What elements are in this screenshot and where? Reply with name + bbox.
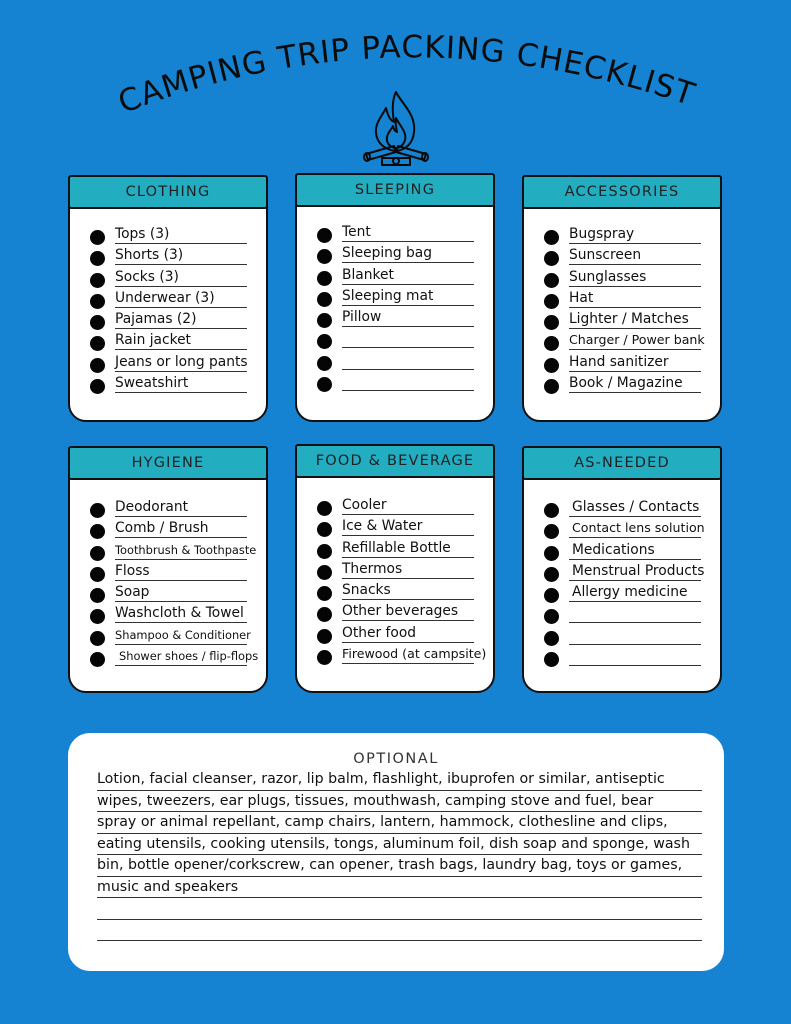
bullet-dot — [90, 652, 105, 667]
bullet-dot — [90, 546, 105, 561]
bullet-dot — [317, 586, 332, 601]
checklist-item[interactable]: Jeans or long pants — [70, 353, 266, 374]
checklist-item[interactable]: Book / Magazine — [524, 374, 720, 395]
checklist-item[interactable]: Sunglasses — [524, 268, 720, 289]
checklist-item[interactable]: Sweatshirt — [70, 374, 266, 395]
bullet-dot — [544, 251, 559, 266]
card-sleeping — [295, 173, 495, 422]
bullet-dot — [317, 629, 332, 644]
checklist-item[interactable]: Bugspray — [524, 225, 720, 246]
checklist-item[interactable]: Snacks — [297, 581, 493, 602]
checklist-item[interactable]: Pajamas (2) — [70, 310, 266, 331]
bullet-dot — [90, 251, 105, 266]
bullet-dot — [317, 650, 332, 665]
checklist-item[interactable]: Ice & Water — [297, 517, 493, 538]
page-title-text: CAMPING TRIP PACKING CHECKLIST — [113, 29, 700, 121]
bullet-dot — [90, 230, 105, 245]
checklist-item[interactable]: Underwear (3) — [70, 289, 266, 310]
bullet-dot — [544, 503, 559, 518]
bullet-dot — [544, 652, 559, 667]
checklist-item[interactable] — [297, 372, 493, 393]
checklist-item[interactable]: Socks (3) — [70, 268, 266, 289]
bullet-dot — [317, 356, 332, 371]
checklist-item[interactable]: Medications — [524, 541, 720, 562]
checklist-item[interactable]: Toothbrush & Toothpaste — [70, 541, 266, 562]
checklist-item[interactable]: Allergy medicine — [524, 583, 720, 604]
bullet-dot — [90, 503, 105, 518]
section-header-food-beverage: FOOD & BEVERAGE — [295, 444, 495, 478]
checklist-item[interactable]: Cooler — [297, 496, 493, 517]
checklist-item[interactable]: Comb / Brush — [70, 519, 266, 540]
bullet-dot — [317, 313, 332, 328]
optional-line[interactable] — [97, 898, 702, 920]
section-header-hygiene: HYGIENE — [68, 446, 268, 480]
bullet-dot — [317, 377, 332, 392]
checklist-item[interactable]: Deodorant — [70, 498, 266, 519]
checklist-item[interactable]: Blanket — [297, 266, 493, 287]
bullet-dot — [317, 228, 332, 243]
bullet-dot — [544, 336, 559, 351]
checklist-item[interactable]: Floss — [70, 562, 266, 583]
checklist-item[interactable]: Sunscreen — [524, 246, 720, 267]
checklist-item[interactable]: Other food — [297, 624, 493, 645]
card-food-beverage — [295, 444, 495, 693]
bullet-dot — [317, 334, 332, 349]
bullet-dot — [544, 315, 559, 330]
bullet-dot — [544, 358, 559, 373]
checklist-item[interactable]: Shower shoes / flip-flops — [70, 647, 266, 668]
bullet-dot — [317, 522, 332, 537]
checklist-item[interactable]: Tent — [297, 223, 493, 244]
bullet-dot — [90, 336, 105, 351]
section-header-clothing: CLOTHING — [68, 175, 268, 209]
bullet-dot — [90, 294, 105, 309]
bullet-dot — [544, 294, 559, 309]
card-hygiene — [68, 446, 268, 693]
bullet-dot — [90, 631, 105, 646]
bullet-dot — [90, 358, 105, 373]
bullet-dot — [544, 524, 559, 539]
optional-line: eating utensils, cooking utensils, tongs, aluminum foil, dish soap and sponge, wash — [97, 834, 702, 856]
checklist-item[interactable]: Washcloth & Towel — [70, 604, 266, 625]
bullet-dot — [317, 607, 332, 622]
checklist-item[interactable] — [524, 604, 720, 625]
checklist-item[interactable]: Firewood (at campsite) — [297, 645, 493, 666]
checklist-item[interactable]: Shampoo & Conditioner — [70, 626, 266, 647]
bullet-dot — [317, 249, 332, 264]
checklist-item[interactable]: Refillable Bottle — [297, 539, 493, 560]
optional-line: spray or animal repellant, camp chairs, lantern, hammock, clothesline and clips, — [97, 812, 702, 834]
campfire-icon — [358, 88, 434, 168]
bullet-dot — [544, 546, 559, 561]
optional-line: bin, bottle opener/corkscrew, can opener, trash bags, laundry bag, toys or games, — [97, 855, 702, 877]
checklist-item[interactable]: Sleeping bag — [297, 244, 493, 265]
optional-line[interactable] — [97, 920, 702, 942]
checklist-item[interactable]: Hat — [524, 289, 720, 310]
checklist-item[interactable] — [297, 329, 493, 350]
bullet-dot — [90, 524, 105, 539]
bullet-dot — [317, 544, 332, 559]
checklist-item[interactable]: Hand sanitizer — [524, 353, 720, 374]
checklist-item[interactable]: Other beverages — [297, 602, 493, 623]
bullet-dot — [544, 379, 559, 394]
checklist-item[interactable]: Rain jacket — [70, 331, 266, 352]
bullet-dot — [317, 501, 332, 516]
checklist-item[interactable] — [297, 351, 493, 372]
checklist-item[interactable] — [524, 626, 720, 647]
bullet-dot — [544, 609, 559, 624]
checklist-item[interactable]: Shorts (3) — [70, 246, 266, 267]
bullet-dot — [317, 565, 332, 580]
optional-line: wipes, tweezers, ear plugs, tissues, mouthwash, camping stove and fuel, bear — [97, 791, 702, 813]
section-header-as-needed: AS-NEEDED — [522, 446, 722, 480]
optional-panel — [68, 733, 724, 971]
checklist-item[interactable]: Glasses / Contacts — [524, 498, 720, 519]
bullet-dot — [90, 273, 105, 288]
optional-line: music and speakers — [97, 877, 702, 899]
checklist-item[interactable]: Sleeping mat — [297, 287, 493, 308]
optional-title: OPTIONAL — [353, 751, 439, 767]
checklist-item[interactable]: Thermos — [297, 560, 493, 581]
checklist-item[interactable]: Soap — [70, 583, 266, 604]
checklist-item[interactable]: Lighter / Matches — [524, 310, 720, 331]
checklist-item[interactable]: Menstrual Products — [524, 562, 720, 583]
card-clothing — [68, 175, 268, 422]
bullet-dot — [544, 631, 559, 646]
bullet-dot — [317, 271, 332, 286]
optional-line: Lotion, facial cleanser, razor, lip balm, flashlight, ibuprofen or similar, antiseptic — [97, 769, 702, 791]
checklist-item[interactable]: Pillow — [297, 308, 493, 329]
checklist-item[interactable]: Charger / Power bank — [524, 331, 720, 352]
bullet-dot — [544, 567, 559, 582]
card-accessories — [522, 175, 722, 422]
bullet-dot — [90, 588, 105, 603]
card-as-needed — [522, 446, 722, 693]
checklist-item[interactable] — [524, 647, 720, 668]
bullet-dot — [317, 292, 332, 307]
bullet-dot — [90, 609, 105, 624]
bullet-dot — [544, 273, 559, 288]
checklist-item[interactable]: Contact lens solution — [524, 519, 720, 540]
bullet-dot — [90, 315, 105, 330]
checklist-item[interactable]: Tops (3) — [70, 225, 266, 246]
optional-lines — [97, 769, 702, 941]
bullet-dot — [90, 567, 105, 582]
bullet-dot — [90, 379, 105, 394]
bullet-dot — [544, 588, 559, 603]
section-header-accessories: ACCESSORIES — [522, 175, 722, 209]
section-header-sleeping: SLEEPING — [295, 173, 495, 207]
bullet-dot — [544, 230, 559, 245]
